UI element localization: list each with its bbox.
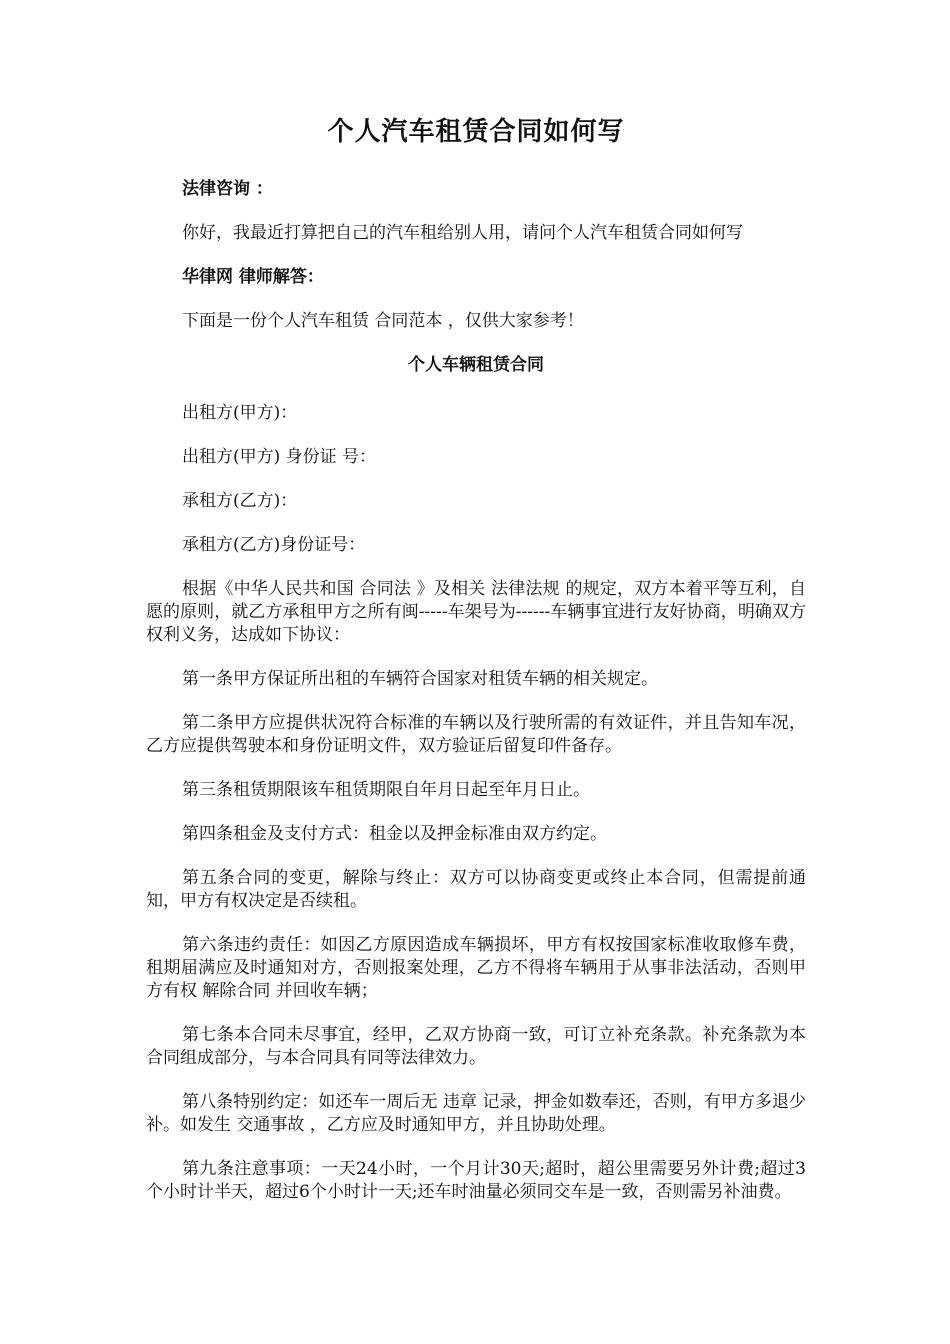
answer-intro: 下面是一份个人汽车租赁 合同范本 ，仅供大家参考！ (182, 311, 584, 331)
clause-5: 第五条合同的变更，解除与终止：双方可以协商变更或终止本合同，但需提前通知，甲方有权决定是否续租。 (146, 868, 806, 911)
clause-2: 第二条甲方应提供状况符合标准的车辆以及行驶所需的有效证件，并且告知车况，乙方应提供驾驶本和身份证明文件，双方验证后留复印件备存。 (146, 713, 806, 756)
document-body (146, 112, 806, 1225)
party-field-lessee: 承租方(乙方)： (182, 491, 298, 511)
clause-9: 第九条注意事项：一天24小时，一个月计30天;超时，超公里需要另外计费;超过3个小时计半天，超过6个小时计一天;还车时油量必须同交车是一致，否则需另补油费。 (146, 1159, 806, 1202)
question-text: 你好，我最近打算把自己的汽车租给别人用，请问个人汽车租赁合同如何写 (182, 223, 743, 243)
party-field-lessor-id: 出租方(甲方) 身份证 号： (182, 447, 377, 467)
party-field-lessor: 出租方(甲方)： (182, 403, 298, 423)
page-title: 个人汽车租赁合同如何写 (327, 117, 625, 147)
clause-1: 第一条甲方保证所出租的车辆符合国家对租赁车辆的相关规定。 (182, 669, 658, 689)
answer-label: 华律网 律师解答： (182, 267, 324, 287)
party-field-lessee-id: 承租方(乙方)身份证号： (182, 535, 366, 555)
question-label: 法律咨询 ： (182, 179, 273, 199)
contract-preamble: 根据《中华人民共和国 合同法 》及相关 法律法规 的规定，双方本着平等互利，自愿的原则，就乙方承租甲方之所有闽-----车架号为------车辆事宜进行友好协商，明确双方权利义务，达成如下协议： (146, 579, 806, 645)
contract-title: 个人车辆租赁合同 (408, 355, 544, 375)
clause-7: 第七条本合同未尽事宜，经甲，乙双方协商一致，可订立补充条款。补充条款为本合同组成部分，与本合同具有同等法律效力。 (146, 1025, 806, 1068)
clause-6: 第六条违约责任：如因乙方原因造成车辆损坏，甲方有权按国家标准收取修车费，租期届满应及时通知对方，否则报案处理，乙方不得将车辆用于从事非法活动，否则甲方有权 解除合同 并回收车辆； (146, 935, 806, 1001)
clause-8: 第八条特别约定：如还车一周后无 违章 记录，押金如数奉还，否则，有甲方多退少补。如发生 交通事故 ，乙方应及时通知甲方，并且协助处理。 (146, 1092, 806, 1135)
clause-4: 第四条租金及支付方式：租金以及押金标准由双方约定。 (182, 824, 607, 844)
clause-3: 第三条租赁期限该车租赁期限自年月日起至年月日止。 (182, 780, 590, 800)
